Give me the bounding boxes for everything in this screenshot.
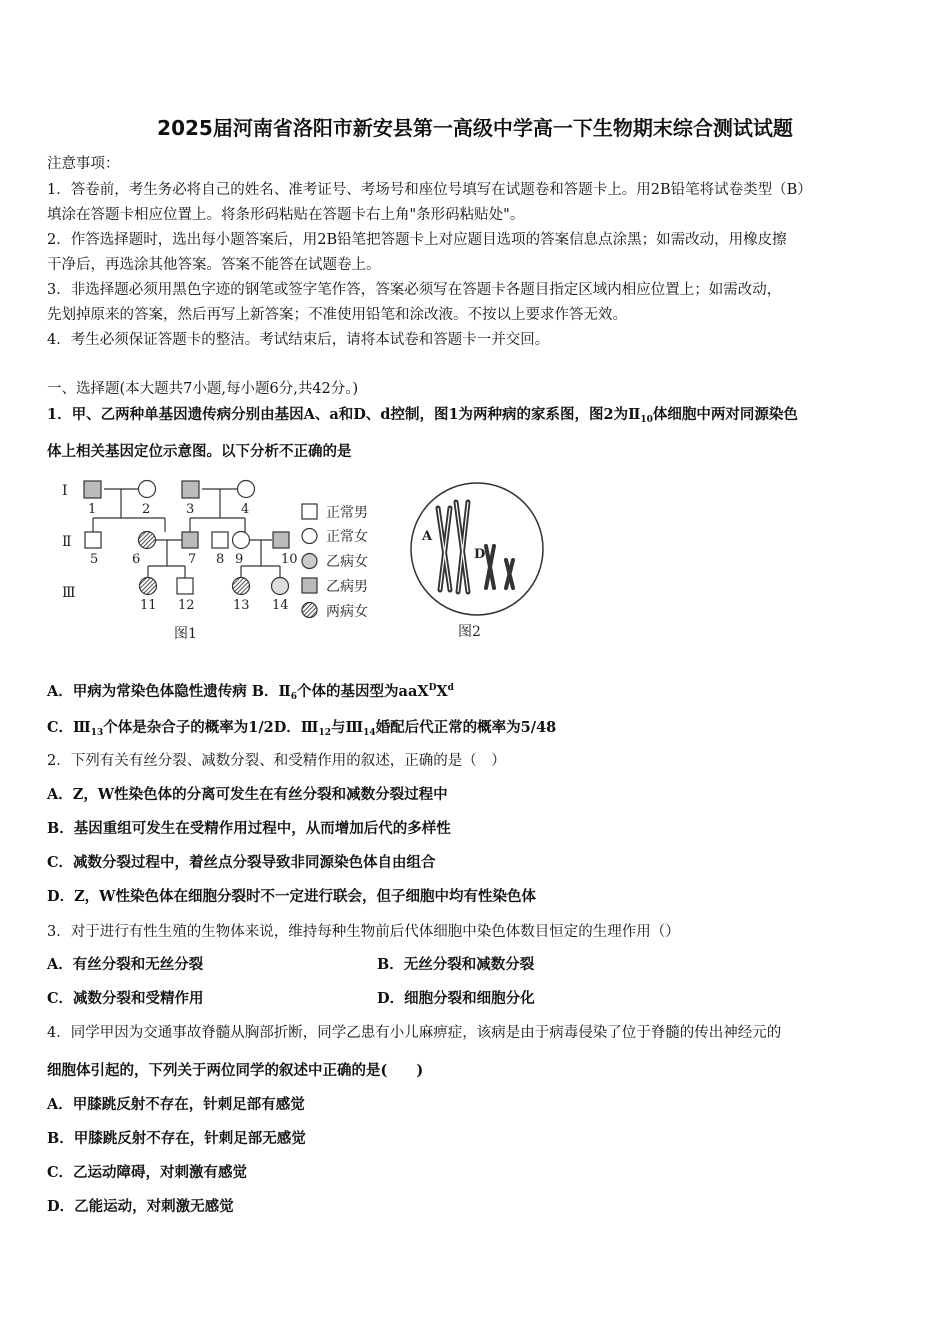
- q4-stem-line2: 细胞体引起的，下列关于两位同学的叙述中正确的是( ): [47, 1062, 424, 1079]
- person-9: [233, 532, 250, 549]
- legend-b-female-icon: [302, 554, 317, 569]
- person-label-4: 4: [241, 502, 250, 517]
- gen-label-3: Ⅲ: [62, 585, 76, 601]
- q3-options-ab: [47, 953, 897, 974]
- gene-A-label: A: [422, 529, 433, 544]
- person-12: [177, 578, 193, 594]
- person-label-10: 10: [281, 552, 298, 567]
- person-5: [85, 532, 101, 548]
- legend-b-male-icon: [302, 578, 317, 593]
- q4-option-a: A．甲膝跳反射不存在，针刺足部有感觉: [47, 1096, 305, 1113]
- q3-option-a: A．有丝分裂和无丝分裂: [47, 956, 204, 973]
- q1-option-cd: C．$Ⅲ_{13}$个体是杂合子的概率为1/2D．$Ⅲ_{12}$与$Ⅲ_{14}$婚配后代正常的概率为5/48: [47, 719, 557, 738]
- notice-line-1: 1．答卷前，考生务必将自己的姓名、准考证号、考场号和座位号填写在试题卷和答题卡上。用2B铅笔将试卷类型（B）: [47, 182, 812, 198]
- notice-heading: 注意事项：: [47, 156, 120, 172]
- q1-option-ab: A．甲病为常染色体隐性遗传病 B．$Ⅱ_6$个体的基因型为$aaX^DX^d$: [47, 683, 454, 702]
- legend-b-female: 乙病女: [326, 554, 368, 570]
- q2-stem: 2．下列有关有丝分裂、减数分裂、和受精作用的叙述，正确的是（ ）: [47, 753, 506, 769]
- gene-D-label: D: [474, 547, 486, 562]
- person-8: [212, 532, 228, 548]
- page-title: 2025届河南省洛阳市新安县第一高级中学高一下生物期末综合测试试题: [157, 116, 793, 140]
- person-label-13: 13: [233, 598, 250, 613]
- q3-option-b: B．无丝分裂和减数分裂: [377, 956, 535, 973]
- person-label-8: 8: [216, 552, 225, 567]
- person-11: [140, 578, 157, 595]
- person-label-2: 2: [142, 502, 151, 517]
- person-label-3: 3: [186, 502, 195, 517]
- legend-normal-female-icon: [302, 529, 317, 544]
- notice-line-7: 4．考生必须保证答题卡的整洁。考试结束后，请将本试卷和答题卡一并交回。: [47, 332, 550, 348]
- figure2-caption: 图2: [458, 624, 481, 640]
- q2-option-d: D．Z，W性染色体在细胞分裂时不一定进行联会，但子细胞中均有性染色体: [47, 888, 536, 905]
- q4-option-d: D．乙能运动，对刺激无感觉: [47, 1198, 234, 1215]
- person-3: [182, 481, 199, 498]
- q3-option-d: D．细胞分裂和细胞分化: [377, 990, 535, 1007]
- legend-normal-male-icon: [302, 504, 317, 519]
- figure1-caption: 图1: [174, 626, 197, 642]
- chromosome-figure: [410, 478, 560, 643]
- person-label-12: 12: [178, 598, 195, 613]
- person-14: [272, 578, 289, 595]
- gen-label-1: Ⅰ: [62, 483, 68, 499]
- person-label-1: 1: [88, 502, 97, 517]
- section-heading: 一、选择题(本大题共7小题,每小题6分,共42分。): [47, 381, 359, 397]
- pedigree-figure: [50, 470, 400, 645]
- q2-option-b: B．基因重组可发生在受精作用过程中，从而增加后代的多样性: [47, 820, 451, 837]
- legend-both-female: 两病女: [326, 604, 368, 620]
- person-6: [139, 532, 156, 549]
- q3-option-c: C．减数分裂和受精作用: [47, 990, 204, 1007]
- notice-line-3: 2．作答选择题时，选出每小题答案后，用2B铅笔把答题卡上对应题目选项的答案信息点涂黑；如需改动，用橡皮擦: [47, 232, 787, 248]
- q4-stem-line1: 4．同学甲因为交通事故脊髓从胸部折断，同学乙患有小儿麻痹症，该病是由于病毒侵染了位于脊髓的传出神经元的: [47, 1025, 782, 1041]
- notice-line-2: 填涂在答题卡相应位置上。将条形码粘贴在答题卡右上角"条形码粘贴处"。: [47, 207, 525, 223]
- person-10: [273, 532, 289, 548]
- notice-line-5: 3．非选择题必须用黑色字迹的钢笔或签字笔作答，答案必须写在答题卡各题目指定区域内相应位置上；如需改动，: [47, 282, 782, 298]
- person-7: [182, 532, 198, 548]
- legend-both-female-icon: [302, 603, 317, 618]
- person-label-5: 5: [90, 552, 99, 567]
- q2-option-c: C．减数分裂过程中，着丝点分裂导致非同源染色体自由组合: [47, 854, 436, 871]
- person-13: [233, 578, 250, 595]
- legend-normal-female: 正常女: [326, 529, 368, 545]
- person-label-9: 9: [235, 552, 244, 567]
- person-1: [84, 481, 101, 498]
- person-2: [139, 481, 156, 498]
- q1-stem-line2: 体上相关基因定位示意图。以下分析不正确的是: [47, 443, 352, 460]
- notice-line-4: 干净后，再选涂其他答案。答案不能答在试题卷上。: [47, 257, 381, 273]
- legend-b-male: 乙病男: [326, 579, 368, 595]
- notice-line-6: 先划掉原来的答案，然后再写上新答案；不准使用铅笔和涂改液。不按以上要求作答无效。: [47, 307, 627, 323]
- gen-label-2: Ⅱ: [62, 534, 72, 550]
- legend-normal-male: 正常男: [326, 505, 368, 521]
- person-4: [238, 481, 255, 498]
- q4-option-b: B．甲膝跳反射不存在，针刺足部无感觉: [47, 1130, 306, 1147]
- q1-stem-line1: 1．甲、乙两种单基因遗传病分别由基因A、a和D、d控制，图1为两种病的家系图，图2为$Ⅱ_{10}$体细胞中两对同源染色: [47, 406, 798, 425]
- q3-stem: 3．对于进行有性生殖的生物体来说，维持每种生物前后代体细胞中染色体数目恒定的生理作用（）: [47, 924, 680, 940]
- q2-option-a: A．Z，W性染色体的分离可发生在有丝分裂和减数分裂过程中: [47, 786, 448, 803]
- q3-options-cd: [47, 987, 897, 1008]
- q4-option-c: C．乙运动障碍，对刺激有感觉: [47, 1164, 248, 1181]
- person-label-6: 6: [132, 552, 141, 567]
- person-label-11: 11: [140, 598, 157, 613]
- person-label-7: 7: [188, 552, 197, 567]
- person-label-14: 14: [272, 598, 289, 613]
